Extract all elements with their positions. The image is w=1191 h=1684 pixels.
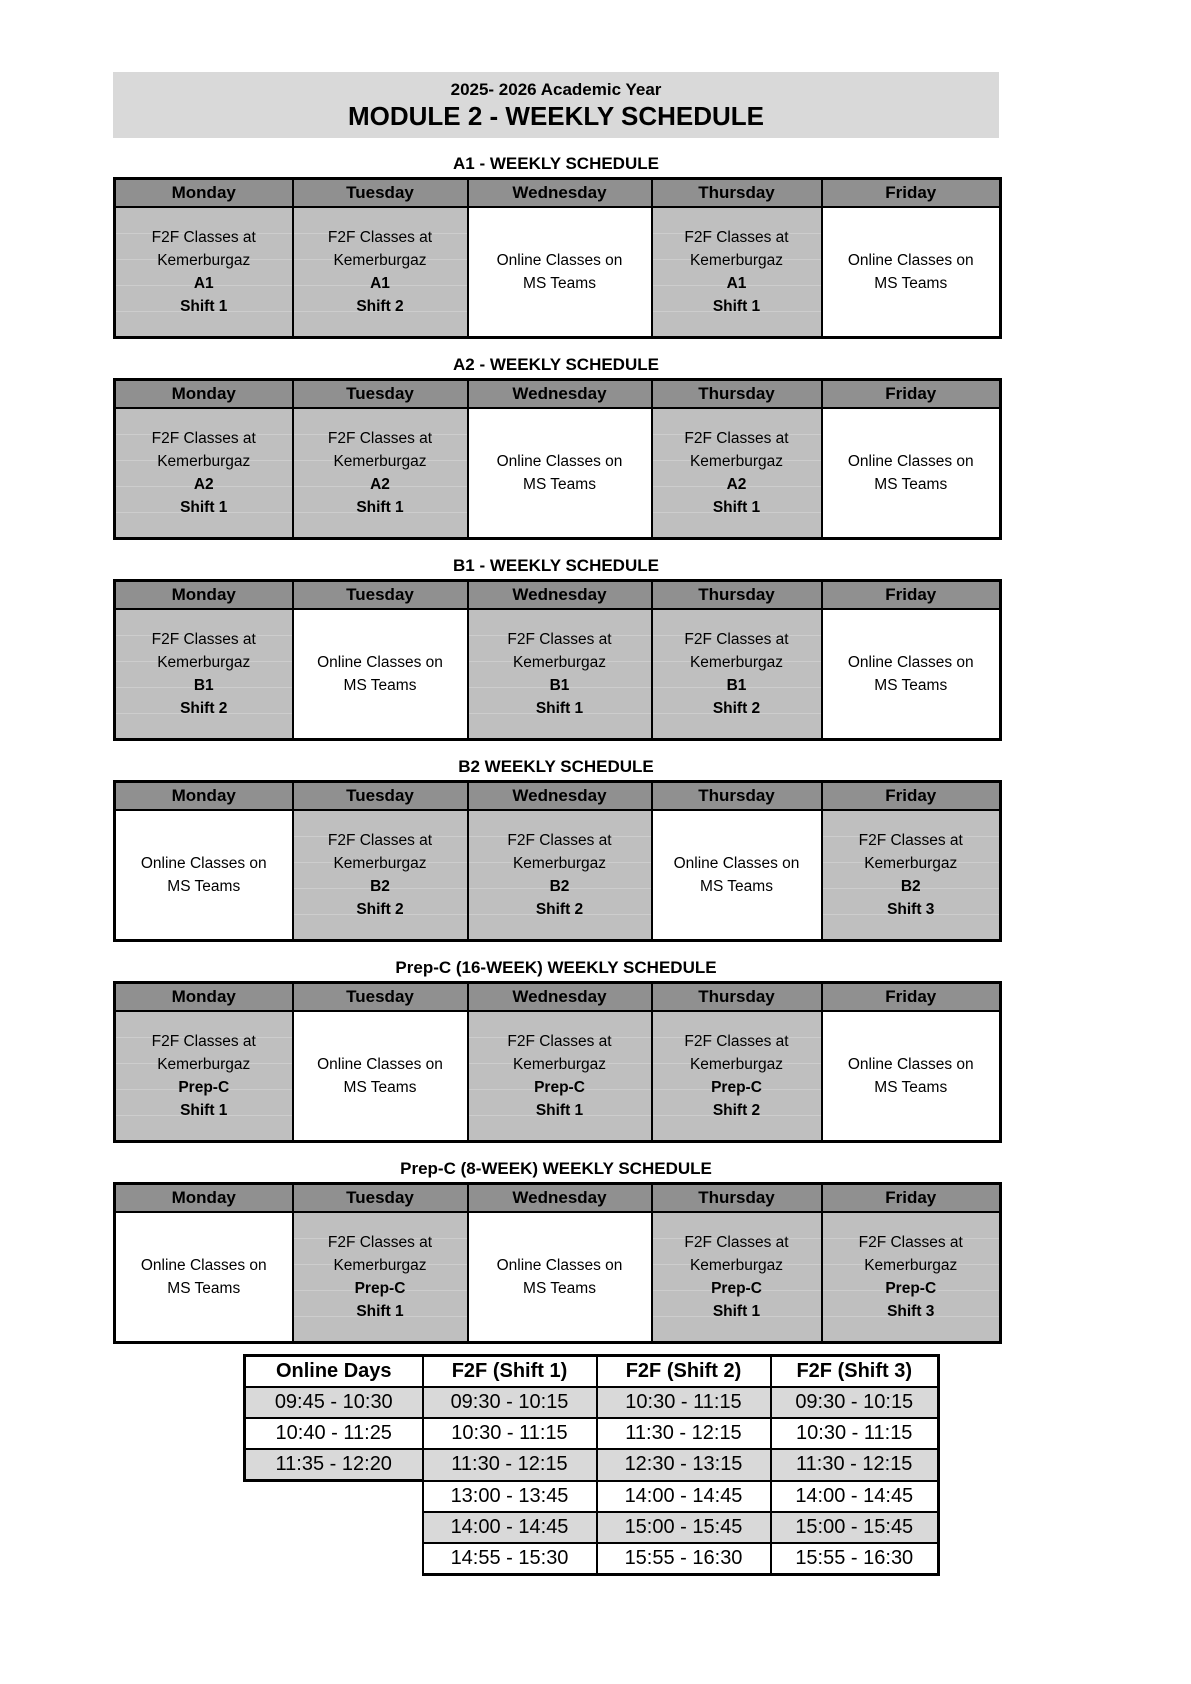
schedule-table — [113, 780, 1002, 942]
cell-line: A1 — [370, 275, 390, 292]
schedule-cell-thursday — [652, 810, 822, 941]
cell-line: B2 — [900, 878, 921, 895]
time-cell-empty — [245, 1481, 423, 1512]
schedule-section-title: B1 - WEEKLY SCHEDULE — [453, 556, 659, 575]
cell-line: Kemerburgaz — [333, 1257, 427, 1274]
schedule-cell-tuesday — [293, 1011, 468, 1142]
cell-line: Shift 1 — [180, 1102, 228, 1119]
schedule-head — [115, 179, 1001, 208]
schedule-cell-wednesday — [468, 1011, 652, 1142]
shift-times-table — [243, 1354, 940, 1576]
cell-line: Online Classes on — [496, 453, 623, 470]
schedule-section-2 — [113, 355, 999, 540]
schedule-head — [115, 983, 1001, 1012]
cell-line: Kemerburgaz — [689, 252, 784, 269]
cell-line: MS Teams — [700, 878, 773, 895]
cell-line: F2F Classes at — [151, 631, 256, 648]
day-header-cell: Thursday — [652, 179, 822, 208]
cell-line: Shift 1 — [180, 499, 228, 516]
cell-line: A1 — [193, 275, 214, 292]
cell-line: F2F Classes at — [151, 430, 256, 447]
cell-line: Prep-C — [534, 1079, 585, 1096]
time-header-row — [245, 1356, 939, 1388]
time-cell-empty — [245, 1543, 423, 1575]
cell-line: MS Teams — [523, 275, 596, 292]
schedule-cell-wednesday — [468, 408, 652, 539]
cell-line: Online Classes on — [496, 252, 623, 269]
cell-line: Kemerburgaz — [689, 654, 784, 671]
day-header-cell: Friday — [822, 581, 1001, 610]
day-header-cell: Thursday — [652, 581, 822, 610]
schedule-cell-thursday — [652, 609, 822, 740]
cell-line: MS Teams — [523, 476, 596, 493]
schedule-section-title: A1 - WEEKLY SCHEDULE — [453, 154, 659, 173]
day-header-cell: Monday — [115, 179, 293, 208]
cell-line: Kemerburgaz — [864, 1257, 958, 1274]
day-header-cell: Thursday — [652, 380, 822, 409]
time-row — [245, 1418, 939, 1449]
cell-line: Prep-C — [711, 1280, 762, 1297]
schedule-table — [113, 177, 1002, 339]
cell-line: Online Classes on — [140, 855, 267, 872]
cell-line: MS Teams — [343, 677, 417, 694]
schedule-table — [113, 378, 1002, 540]
cell-line: MS Teams — [874, 275, 948, 292]
cell-line: A2 — [370, 476, 390, 493]
cell-line: Shift 1 — [535, 1102, 584, 1119]
day-header-cell: Wednesday — [468, 1184, 652, 1213]
schedule-cell-wednesday — [468, 207, 652, 338]
schedule-section-4 — [113, 757, 999, 942]
cell-line: MS Teams — [874, 677, 948, 694]
cell-line: B2 — [549, 878, 570, 895]
cell-line: Kemerburgaz — [333, 252, 427, 269]
schedule-cell-monday — [115, 1212, 293, 1343]
day-header-row — [115, 179, 1001, 208]
cell-line: Online Classes on — [847, 1056, 974, 1073]
time-header-cell: Online Days — [245, 1356, 423, 1388]
time-cell: 11:30 - 12:15 — [423, 1449, 597, 1481]
cell-line: B1 — [726, 677, 747, 694]
schedule-body — [115, 408, 1001, 539]
cell-line: Online Classes on — [673, 855, 800, 872]
day-header-cell: Wednesday — [468, 380, 652, 409]
day-header-cell: Thursday — [652, 782, 822, 811]
time-cell: 09:30 - 10:15 — [423, 1387, 597, 1418]
day-header-cell: Friday — [822, 983, 1001, 1012]
cell-line: Kemerburgaz — [333, 855, 427, 872]
cell-line: Kemerburgaz — [864, 855, 958, 872]
time-cell: 15:55 - 16:30 — [771, 1543, 939, 1575]
schedule-section-1 — [113, 154, 999, 339]
time-cell: 11:35 - 12:20 — [245, 1449, 423, 1481]
schedule-cell-friday — [822, 810, 1001, 941]
cell-line: Shift 1 — [180, 298, 228, 315]
time-cell: 11:30 - 12:15 — [771, 1449, 939, 1481]
cell-line: MS Teams — [874, 1079, 948, 1096]
schedule-row — [115, 408, 1001, 539]
cell-line: Kemerburgaz — [512, 855, 607, 872]
schedule-cell-friday — [822, 408, 1001, 539]
day-header-cell: Monday — [115, 1184, 293, 1213]
schedule-head — [115, 581, 1001, 610]
cell-line: Shift 2 — [712, 700, 761, 717]
schedule-cell-monday — [115, 810, 293, 941]
schedule-cell-thursday — [652, 1212, 822, 1343]
day-header-cell: Friday — [822, 179, 1001, 208]
schedule-cell-monday — [115, 609, 293, 740]
cell-line: Shift 3 — [887, 1303, 935, 1320]
time-cell: 15:00 - 15:45 — [771, 1512, 939, 1543]
time-row — [245, 1512, 939, 1543]
cell-line: B1 — [549, 677, 570, 694]
cell-line: F2F Classes at — [327, 229, 433, 246]
time-header-cell: F2F (Shift 2) — [597, 1356, 771, 1388]
schedule-cell-wednesday — [468, 609, 652, 740]
schedule-section-title: A2 - WEEKLY SCHEDULE — [453, 355, 659, 374]
time-row — [245, 1543, 939, 1575]
cell-line: MS Teams — [167, 1280, 241, 1297]
cell-line: Shift 2 — [356, 298, 404, 315]
cell-line: F2F Classes at — [858, 832, 963, 849]
schedule-section-5 — [113, 958, 999, 1143]
day-header-row — [115, 380, 1001, 409]
time-table-wrap — [113, 1354, 999, 1576]
day-header-row — [115, 1184, 1001, 1213]
cell-line: Shift 2 — [535, 901, 584, 918]
schedule-row — [115, 609, 1001, 740]
day-header-cell: Friday — [822, 1184, 1001, 1213]
cell-line: Kemerburgaz — [157, 654, 251, 671]
day-header-cell: Wednesday — [468, 983, 652, 1012]
cell-line: Kemerburgaz — [512, 1056, 607, 1073]
day-header-row — [115, 782, 1001, 811]
day-header-cell: Monday — [115, 380, 293, 409]
cell-line: Shift 1 — [712, 298, 761, 315]
day-header-cell: Thursday — [652, 1184, 822, 1213]
cell-line: A2 — [193, 476, 214, 493]
cell-line: Shift 1 — [535, 700, 584, 717]
schedule-body — [115, 207, 1001, 338]
cell-line: Online Classes on — [847, 654, 974, 671]
cell-line: Shift 1 — [712, 499, 761, 516]
cell-line: F2F Classes at — [507, 1033, 612, 1050]
schedule-head — [115, 380, 1001, 409]
day-header-cell: Wednesday — [468, 179, 652, 208]
time-cell: 14:55 - 15:30 — [423, 1543, 597, 1575]
cell-line: Online Classes on — [140, 1257, 267, 1274]
academic-year-title: 2025- 2026 Academic Year — [450, 80, 662, 99]
day-header-cell: Thursday — [652, 983, 822, 1012]
cell-line: Kemerburgaz — [333, 453, 427, 470]
schedule-cell-wednesday — [468, 1212, 652, 1343]
time-cell: 10:30 - 11:15 — [771, 1418, 939, 1449]
cell-line: MS Teams — [874, 476, 948, 493]
cell-line: F2F Classes at — [684, 229, 789, 246]
schedule-body — [115, 810, 1001, 941]
cell-line: Shift 1 — [356, 1303, 404, 1320]
schedule-row — [115, 810, 1001, 941]
time-cell: 10:30 - 11:15 — [597, 1387, 771, 1418]
module-title: MODULE 2 - WEEKLY SCHEDULE — [347, 101, 765, 131]
cell-line: B2 — [370, 878, 390, 895]
cell-line: A2 — [726, 476, 747, 493]
schedule-cell-monday — [115, 408, 293, 539]
schedule-body — [115, 1212, 1001, 1343]
cell-line: F2F Classes at — [858, 1234, 963, 1251]
day-header-cell: Friday — [822, 380, 1001, 409]
cell-line: F2F Classes at — [151, 229, 256, 246]
time-cell: 10:30 - 11:15 — [423, 1418, 597, 1449]
cell-line: Prep-C — [711, 1079, 762, 1096]
schedule-table — [113, 981, 1002, 1143]
time-row — [245, 1449, 939, 1481]
day-header-cell: Tuesday — [293, 380, 468, 409]
cell-line: Online Classes on — [317, 1056, 443, 1073]
schedule-cell-friday — [822, 1011, 1001, 1142]
cell-line: Online Classes on — [847, 453, 974, 470]
day-header-row — [115, 983, 1001, 1012]
time-cell: 11:30 - 12:15 — [597, 1418, 771, 1449]
cell-line: Prep-C — [354, 1280, 406, 1297]
schedule-table — [113, 579, 1002, 741]
schedule-section-title: Prep-C (8-WEEK) WEEKLY SCHEDULE — [400, 1159, 712, 1178]
cell-line: MS Teams — [523, 1280, 596, 1297]
day-header-cell: Tuesday — [293, 983, 468, 1012]
schedule-cell-tuesday — [293, 207, 468, 338]
schedule-head — [115, 782, 1001, 811]
day-header-cell: Tuesday — [293, 581, 468, 610]
cell-line: Shift 3 — [887, 901, 935, 918]
time-header-cell: F2F (Shift 3) — [771, 1356, 939, 1388]
cell-line: A1 — [726, 275, 747, 292]
schedule-section-6 — [113, 1159, 999, 1344]
schedule-document — [113, 72, 999, 1576]
time-cell: 10:40 - 11:25 — [245, 1418, 423, 1449]
schedule-cell-thursday — [652, 1011, 822, 1142]
cell-line: F2F Classes at — [327, 430, 433, 447]
document-header-band — [113, 72, 999, 138]
schedule-cell-tuesday — [293, 609, 468, 740]
day-header-cell: Wednesday — [468, 782, 652, 811]
time-cell: 09:30 - 10:15 — [771, 1387, 939, 1418]
day-header-cell: Monday — [115, 782, 293, 811]
cell-line: Prep-C — [178, 1079, 230, 1096]
cell-line: MS Teams — [167, 878, 241, 895]
cell-line: F2F Classes at — [684, 1234, 789, 1251]
schedule-cell-friday — [822, 1212, 1001, 1343]
schedule-table — [113, 1182, 1002, 1344]
schedule-body — [115, 1011, 1001, 1142]
cell-line: Online Classes on — [847, 252, 974, 269]
cell-line: B1 — [193, 677, 214, 694]
schedule-cell-tuesday — [293, 408, 468, 539]
time-cell: 14:00 - 14:45 — [597, 1481, 771, 1512]
cell-line: F2F Classes at — [684, 1033, 789, 1050]
cell-line: Shift 1 — [356, 499, 404, 516]
schedule-cell-monday — [115, 207, 293, 338]
cell-line: F2F Classes at — [507, 832, 612, 849]
schedule-row — [115, 1011, 1001, 1142]
schedule-cell-wednesday — [468, 810, 652, 941]
cell-line: Shift 2 — [712, 1102, 761, 1119]
cell-line: F2F Classes at — [684, 631, 789, 648]
time-row — [245, 1387, 939, 1418]
schedule-row — [115, 207, 1001, 338]
schedule-head — [115, 1184, 1001, 1213]
cell-line: Prep-C — [885, 1280, 937, 1297]
schedule-cell-friday — [822, 207, 1001, 338]
cell-line: F2F Classes at — [327, 832, 433, 849]
cell-line: Kemerburgaz — [689, 453, 784, 470]
cell-line: Shift 2 — [180, 700, 228, 717]
time-cell: 14:00 - 14:45 — [423, 1512, 597, 1543]
time-cell: 15:55 - 16:30 — [597, 1543, 771, 1575]
day-header-cell: Tuesday — [293, 782, 468, 811]
schedule-cell-tuesday — [293, 1212, 468, 1343]
cell-line: Kemerburgaz — [157, 453, 251, 470]
schedule-cell-tuesday — [293, 810, 468, 941]
day-header-cell: Tuesday — [293, 179, 468, 208]
day-header-cell: Monday — [115, 581, 293, 610]
time-cell-empty — [245, 1512, 423, 1543]
cell-line: MS Teams — [343, 1079, 417, 1096]
time-cell: 12:30 - 13:15 — [597, 1449, 771, 1481]
cell-line: Shift 2 — [356, 901, 404, 918]
schedule-cell-monday — [115, 1011, 293, 1142]
cell-line: Shift 1 — [712, 1303, 761, 1320]
time-cell: 15:00 - 15:45 — [597, 1512, 771, 1543]
cell-line: Online Classes on — [317, 654, 443, 671]
time-cell: 09:45 - 10:30 — [245, 1387, 423, 1418]
cell-line: F2F Classes at — [684, 430, 789, 447]
schedules — [113, 154, 999, 1344]
schedule-section-title: Prep-C (16-WEEK) WEEKLY SCHEDULE — [395, 958, 717, 977]
time-table-head — [245, 1356, 939, 1388]
cell-line: F2F Classes at — [151, 1033, 256, 1050]
cell-line: F2F Classes at — [327, 1234, 433, 1251]
time-cell: 13:00 - 13:45 — [423, 1481, 597, 1512]
time-table-body — [245, 1387, 939, 1574]
time-cell: 14:00 - 14:45 — [771, 1481, 939, 1512]
day-header-cell: Tuesday — [293, 1184, 468, 1213]
schedule-cell-thursday — [652, 408, 822, 539]
day-header-cell: Monday — [115, 983, 293, 1012]
cell-line: Online Classes on — [496, 1257, 623, 1274]
day-header-cell: Wednesday — [468, 581, 652, 610]
schedule-row — [115, 1212, 1001, 1343]
schedule-cell-friday — [822, 609, 1001, 740]
cell-line: F2F Classes at — [507, 631, 612, 648]
schedule-body — [115, 609, 1001, 740]
schedule-section-title: B2 WEEKLY SCHEDULE — [458, 757, 654, 776]
day-header-cell: Friday — [822, 782, 1001, 811]
time-header-cell: F2F (Shift 1) — [423, 1356, 597, 1388]
cell-line: Kemerburgaz — [512, 654, 607, 671]
cell-line: Kemerburgaz — [689, 1056, 784, 1073]
schedule-cell-thursday — [652, 207, 822, 338]
schedule-section-3 — [113, 556, 999, 741]
time-row — [245, 1481, 939, 1512]
cell-line: Kemerburgaz — [689, 1257, 784, 1274]
cell-line: Kemerburgaz — [157, 252, 251, 269]
day-header-row — [115, 581, 1001, 610]
cell-line: Kemerburgaz — [157, 1056, 251, 1073]
